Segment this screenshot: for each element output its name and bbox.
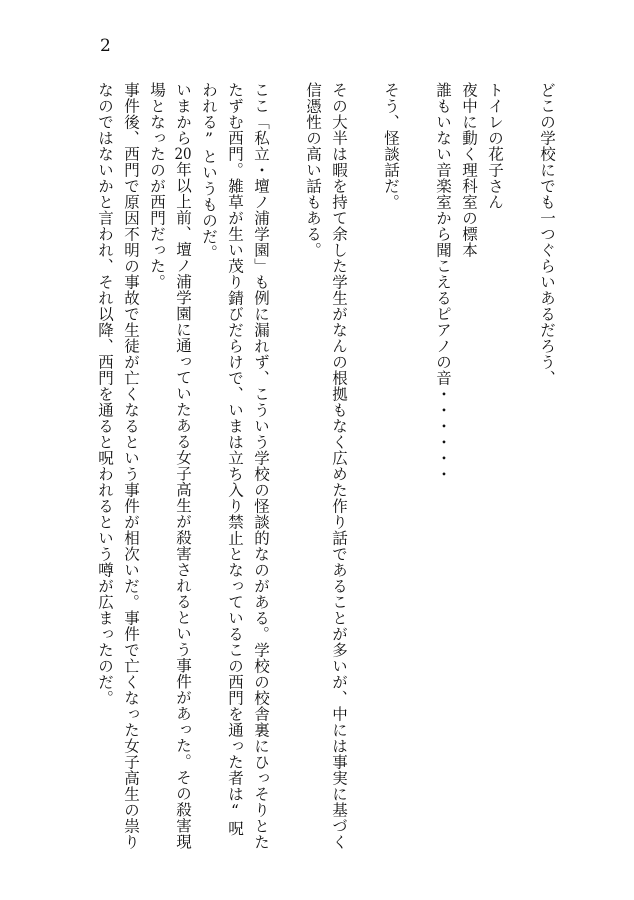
list-item: 誰もいない音楽室から聞こえるピアノの音・・・・・・	[434, 82, 452, 482]
blank-line	[352, 82, 378, 852]
paragraph	[144, 82, 196, 852]
opening-line: どこの学校にでも一つぐらいあるだろう、	[538, 82, 556, 386]
blank-line	[404, 82, 430, 852]
list-item: 夜中に動く理科室の標本	[460, 82, 478, 258]
paragraph-text: 年以上前、壇ノ浦学園に通っていたある女子高生が殺害されるという事件があった。その殺害現場となったのが西門だった。	[148, 82, 192, 850]
paragraph-text: いまから	[174, 82, 192, 146]
paragraph: そう、怪談話だ。	[382, 82, 400, 210]
blank-line	[274, 82, 300, 852]
paragraph: その大半は暇を持て余した学生がなんの根拠もなく広めた作り話であることが多いが、中には事実に基づく信憑性の高い話もある。	[304, 82, 348, 850]
paragraph: 事件後、西門で原因不明の事故で生徒が亡くなるという事件が相次いだ。事件で亡くなった女子高生の祟りなのではないかと言われ、それ以降、西門を通ると呪われるという噂が広まったのだ。	[96, 82, 140, 850]
year-count: 20	[174, 146, 192, 162]
page-number: 2	[100, 36, 111, 56]
body-text	[92, 82, 560, 852]
paragraph: ここ「私立・壇ノ浦学園」も例に漏れず、こういう学校の怪談的なのがある。学校の校舎裏にひっそりとたたずむ西門。雑草が生い茂り錆びだらけで、いまは立ち入り禁止となっているこの西門を通った者は“呪われる”というものだ。	[200, 82, 270, 850]
blank-line	[508, 82, 534, 852]
list-item: トイレの花子さん	[486, 82, 504, 210]
